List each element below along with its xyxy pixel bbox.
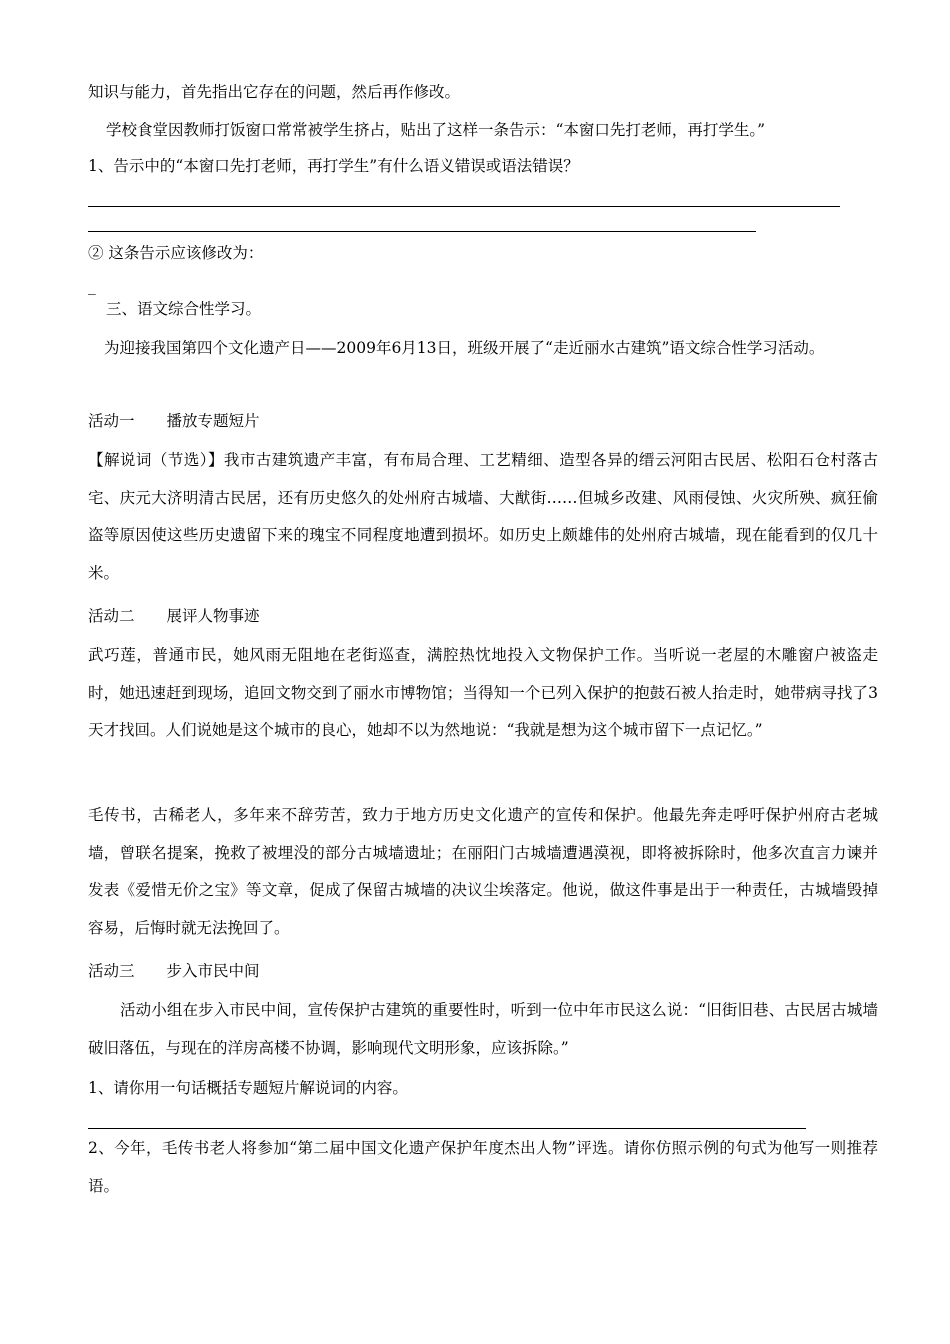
- activity-2-paragraph-1: 武巧莲，普通市民，她风雨无阻地在老街巡查，满腔热忱地投入文物保护工作。当听说一老屋的木雕窗户被盗走时，她迅速赶到现场，追回文物交到了丽水市博物馆；当得知一个已列入保护的抱鼓石被人抬走时，她带病寻找了3天才找回。人们说她是这个城市的良心，她却不以为然地说：“我就是想为这个城市留下一点记忆。”: [88, 646, 878, 739]
- section-intro: 为迎接我国第四个文化遗产日——2009年6月13日，班级开展了“走近丽水古建筑”语文综合性学习活动。: [104, 339, 825, 357]
- activity-2-title: 展评人物事迹: [166, 607, 260, 625]
- notice-paragraph: 学校食堂因教师打饭窗口常常被学生挤占，贴出了这样一条告示：“本窗口先打老师，再打学生。”: [106, 121, 766, 139]
- activity-2-paragraph-2: 毛传书，古稀老人，多年来不辞劳苦，致力于地方历史文化遗产的宣传和保护。他最先奔走呼吁保护州府古老城墙，曾联名提案，挽救了被埋没的部分古城墙遗址；在丽阳门古城墙遭遇漠视，即将被拆除时，他多次直言力谏并发表《爱惜无价之宝》等文章，促成了保留古城墙的决议尘埃落定。他说，做这件事是出于一种责任，古城墙毁掉容易，后悔时就无法挽回了。: [88, 806, 878, 937]
- activity-3-title: 步入市民中间: [166, 962, 260, 980]
- answer-blank-dash[interactable]: _: [88, 277, 96, 295]
- question-1: 1、告示中的“本窗口先打老师，再打学生”有什么语义错误或语法错误？: [88, 157, 579, 175]
- activity-1-label: 活动一: [88, 412, 135, 430]
- question-2: ② 这条告示应该修改为：: [88, 244, 264, 262]
- activity-1-title: 播放专题短片: [166, 412, 260, 430]
- activity-2-label: 活动二: [88, 607, 135, 625]
- activity-1-heading: [88, 405, 260, 439]
- activity-3-label: 活动三: [88, 962, 135, 980]
- activity-3-text: 活动小组在步入市民中间，宣传保护古建筑的重要性时，听到一位中年市民这么说：“旧街旧巷、古民居古城墙破旧落伍，与现在的洋房高楼不协调，影响现代文明形象，应该拆除。”: [88, 1001, 878, 1057]
- answer-line-1[interactable]: [88, 206, 840, 207]
- answer-line-2[interactable]: [88, 231, 756, 232]
- section-heading: 三、语文综合性学习。: [106, 300, 262, 318]
- task-question-1: 1、请你用一句话概括专题短片解说词的内容。: [88, 1079, 408, 1097]
- task-question-2: 2、今年，毛传书老人将参加“第二届中国文化遗产保护年度杰出人物”评选。请你仿照示例的句式为他写一则推荐语。: [88, 1139, 878, 1195]
- answer-line-3[interactable]: [88, 1128, 806, 1129]
- activity-1-text: 【解说词（节选）】我市古建筑遗产丰富，有布局合理、工艺精细、造型各异的缙云河阳古民居、松阳石仓村落古宅、庆元大济明清古民居，还有历史悠久的处州府古城墙、大猷街……但城乡改建、风雨侵蚀、火灾所殃、疯狂偷盗等原因使这些历史遗留下来的瑰宝不同程度地遭到损坏。如历史上颇雄伟的处州府古城墙，现在能看到的仅几十米。: [88, 451, 878, 582]
- activity-2-heading: [88, 600, 260, 634]
- intro-tail: 知识与能力，首先指出它存在的问题，然后再作修改。: [88, 83, 461, 101]
- activity-3-heading: [88, 955, 260, 989]
